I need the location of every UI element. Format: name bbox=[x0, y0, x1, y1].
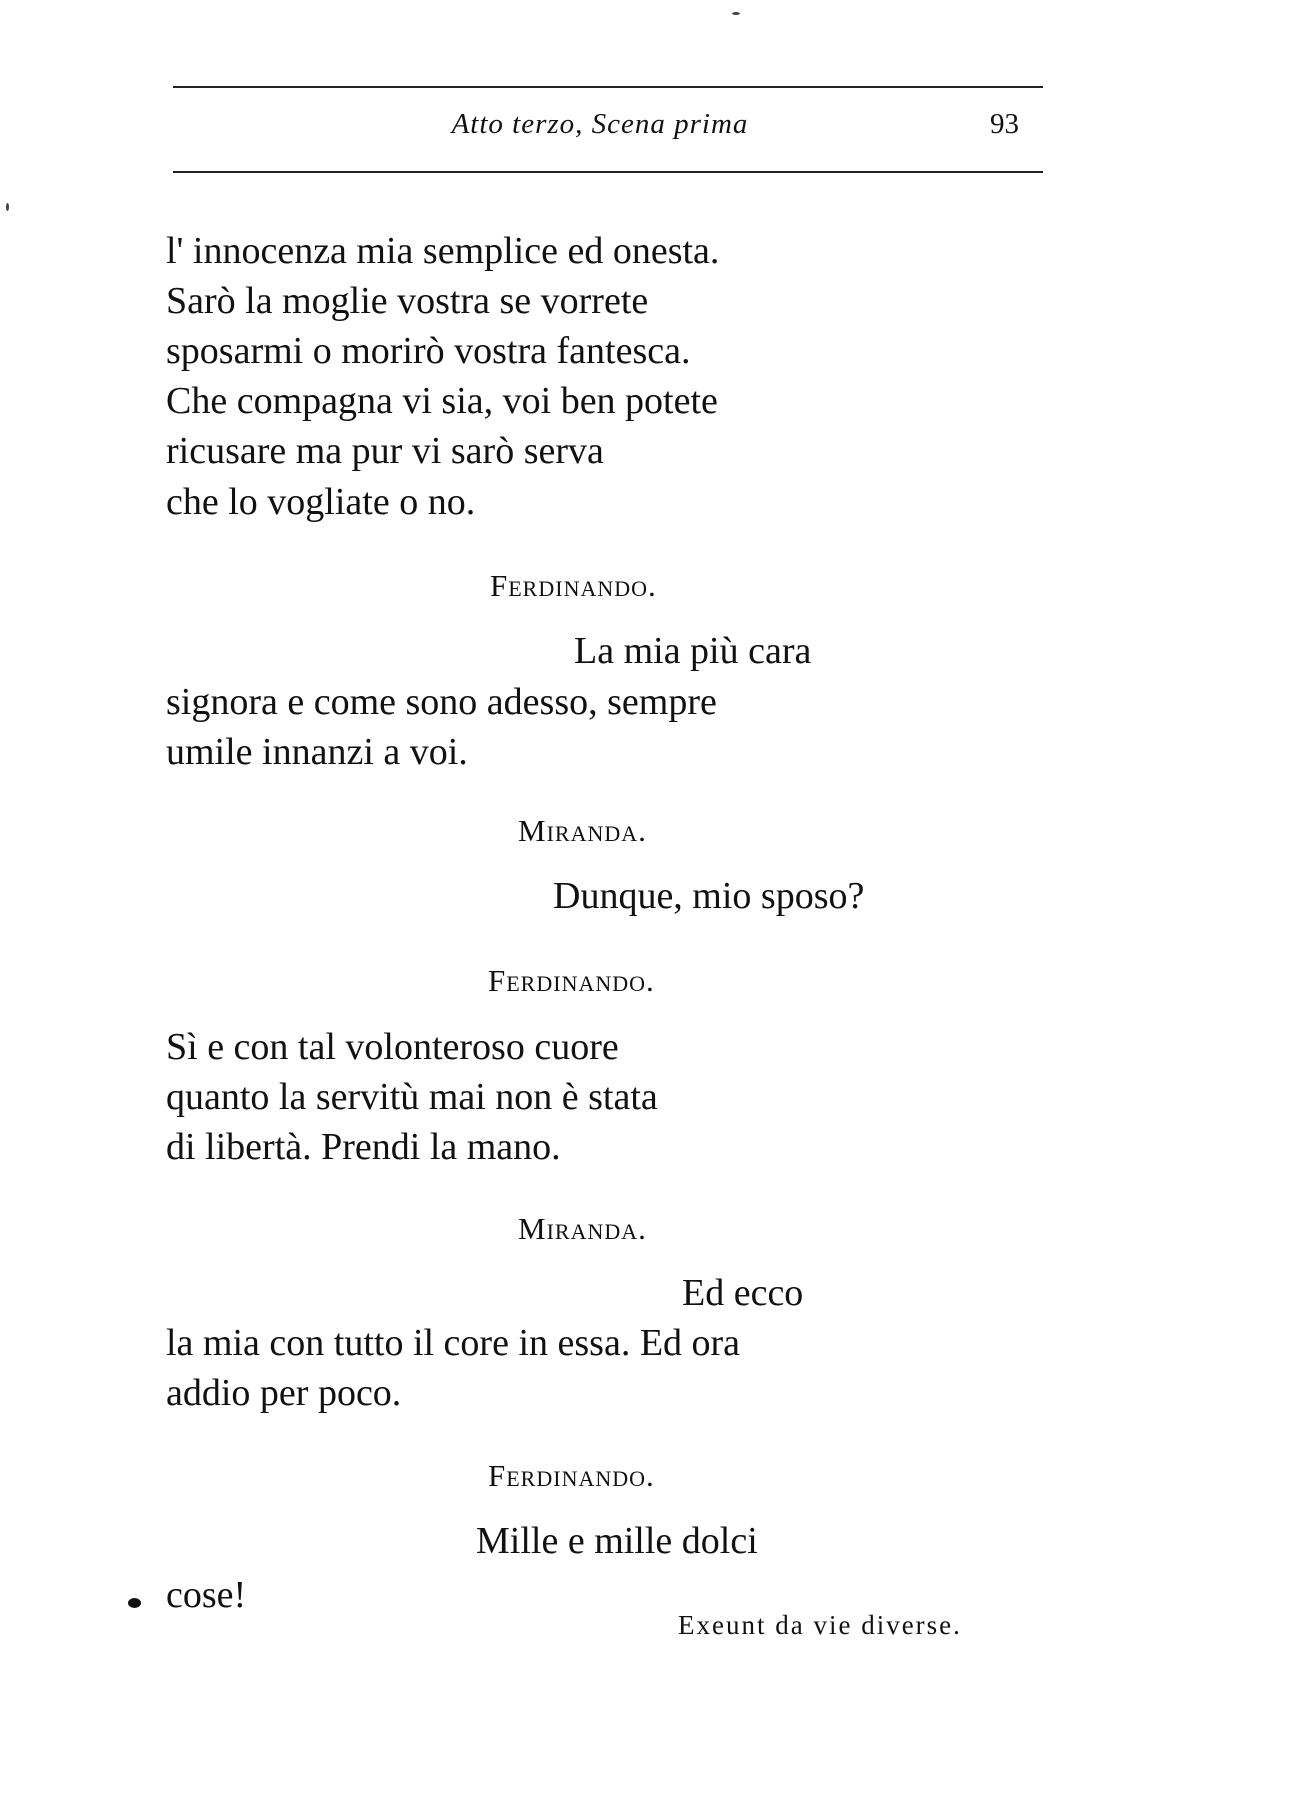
header-rule-top bbox=[173, 86, 1043, 88]
ink-blot bbox=[128, 1598, 141, 1608]
verse-line: Sì e con tal volonteroso cuore bbox=[166, 1026, 619, 1068]
speaker-name: Miranda. bbox=[518, 1211, 647, 1246]
verse-line: addio per poco. bbox=[166, 1372, 402, 1414]
verse-line: la mia con tutto il core in essa. Ed ora bbox=[166, 1322, 741, 1364]
scan-speck bbox=[732, 12, 740, 15]
speaker-name: Ferdinando. bbox=[488, 1458, 655, 1493]
running-head: Atto terzo, Scena prima bbox=[451, 108, 749, 140]
speaker-name: Ferdinando. bbox=[490, 568, 657, 603]
verse-line: l' innocenza mia semplice ed onesta. bbox=[166, 230, 720, 272]
scan-speck bbox=[6, 203, 9, 211]
verse-line: Dunque, mio sposo? bbox=[553, 875, 865, 917]
verse-line: cose! bbox=[166, 1574, 247, 1616]
stage-direction: Exeunt da vie diverse. bbox=[678, 1610, 962, 1640]
verse-line: Ed ecco bbox=[682, 1272, 804, 1314]
page-number: 93 bbox=[990, 108, 1019, 140]
speaker-name: Ferdinando. bbox=[488, 963, 655, 998]
verse-line: La mia più cara bbox=[574, 630, 812, 672]
verse-line: signora e come sono adesso, sempre bbox=[166, 681, 717, 723]
speaker-name: Miranda. bbox=[518, 813, 647, 848]
header-rule-bottom bbox=[173, 171, 1043, 173]
verse-line: Sarò la moglie vostra se vorrete bbox=[166, 280, 649, 322]
verse-line: umile innanzi a voi. bbox=[166, 731, 468, 773]
verse-line: di libertà. Prendi la mano. bbox=[166, 1126, 561, 1168]
verse-line: quanto la servitù mai non è stata bbox=[166, 1076, 658, 1118]
verse-line: Mille e mille dolci bbox=[476, 1520, 758, 1562]
verse-line: ricusare ma pur vi sarò serva bbox=[166, 430, 604, 472]
verse-line: sposarmi o morirò vostra fantesca. bbox=[166, 330, 691, 372]
verse-line: Che compagna vi sia, voi ben potete bbox=[166, 380, 718, 422]
verse-line: che lo vogliate o no. bbox=[166, 481, 476, 523]
